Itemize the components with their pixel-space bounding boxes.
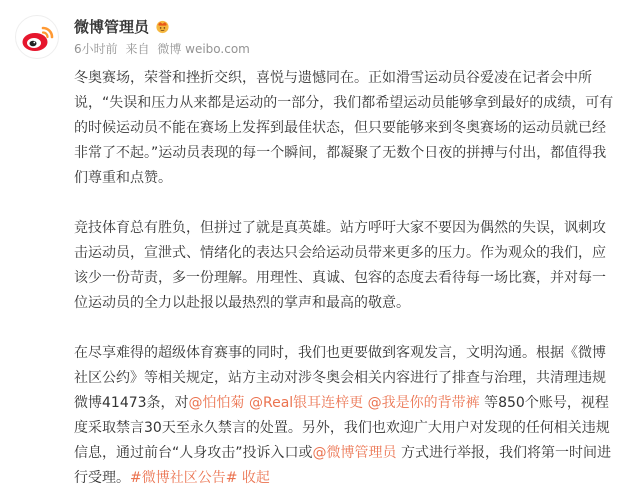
paragraph-2: 竞技体育总有胜负，但拼过了就是真英雄。站方呼吁大家不要因为偶然的失误，讽刺攻击运动员，宣泄式、情绪化的表达只会给运动员带来更多的压力。作为观众的我们，应该少一份苛责，多一份理解。用理性、真诚、包容的态度去看待每一场比赛，并对每一位运动员的全力以赴报以最热烈的掌声和最高的敬意。 (74, 220, 606, 311)
mention-link[interactable]: @我是你的背带裤 (367, 395, 480, 411)
username-link[interactable]: 微博管理员 (74, 17, 150, 36)
mention-link[interactable]: @怕怕菊 (188, 395, 245, 411)
source-link[interactable]: 微博 weibo.com (157, 42, 250, 56)
paragraph-3-text-a: 在尽享难得的超级体育赛事的同时，我们也更要做到客观发言，文明沟通。根据《微博社区公约》等相关规定，站方主动对涉冬奥会相关内容进行了排查与治理，共清理违规微博41473条，对 (74, 345, 606, 411)
mention-link[interactable]: @Real银耳连梓更 (249, 395, 364, 411)
weibo-logo-icon (16, 16, 59, 59)
topic-link[interactable]: #微博社区公告# (130, 470, 238, 486)
avatar[interactable] (15, 15, 59, 59)
paragraph-1: 冬奥赛场，荣誉和挫折交织，喜悦与遗憾同在。正如滑雪运动员谷爱凌在记者会中所说，“失误和压力从来都是运动的一部分，我们都希望运动员能够拿到最好的成绩，可有的时候运动员不能在赛场上发挥到最佳状态，但只要能够来到冬奥赛场的运动员就已经非常了不起。”运动员表现的每一个瞬间，都凝聚了无数个日夜的拼搏与付出，都值得我们尊重和点赞。 (74, 70, 614, 186)
source-prefix: 来自 (125, 42, 150, 56)
post-time[interactable]: 6小时前 (74, 42, 118, 56)
header-name-row (74, 16, 170, 36)
crown-emoji-icon (155, 19, 170, 34)
post-content (74, 66, 614, 491)
collapse-link[interactable]: 收起 (241, 470, 270, 486)
mention-link[interactable]: @微博管理员 (312, 445, 397, 461)
paragraph-3 (74, 341, 614, 491)
paragraph-3-text-b: 等850个账号，视程度采取禁言30天至永久禁言的处置。另外，我们也欢迎广大用户对发现的任何相关违规信息，通过前台“人身攻击”投诉入口或 (74, 395, 610, 461)
post-meta (74, 40, 254, 57)
paragraph-3-text-c: 方式进行举报，我们将第一时间进行受理。 (74, 445, 611, 486)
